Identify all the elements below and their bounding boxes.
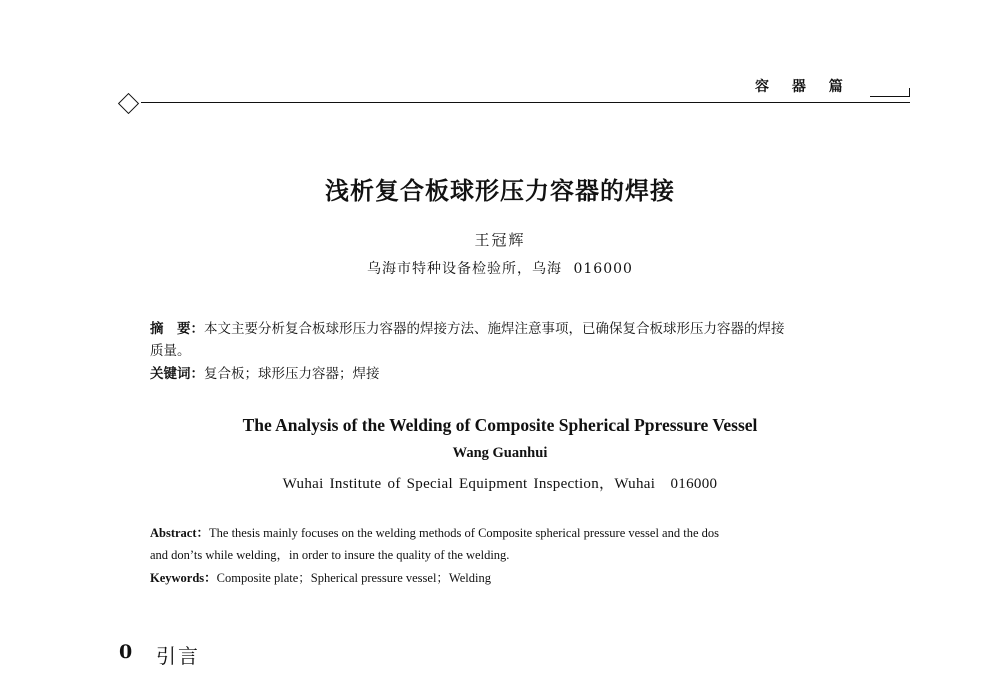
keywords-cn-text: 复合板；球形压力容器；焊接 — [204, 366, 380, 382]
section-number: 0 — [119, 641, 133, 663]
diamond-icon — [118, 93, 139, 114]
running-head: 容 器 篇 — [755, 79, 852, 95]
author-cn: 王冠辉 — [474, 231, 526, 249]
header-right-tick — [909, 88, 910, 97]
section-title: 引言 — [156, 644, 200, 668]
abstract-cn-text-line1: 本文主要分析复合板球形压力容器的焊接方法、施焊注意事项，已确保复合板球形压力容器的焊接 — [204, 321, 785, 337]
page-title: 浅析复合板球形压力容器的焊接 — [325, 176, 675, 205]
affiliation-en: Wuhai Institute of Special Equipment Inspection，Wuhai 016000 — [282, 476, 718, 492]
abstract-en-text-line1: The thesis mainly focuses on the welding methods of Composite spherical pressure vessel and the dos — [209, 526, 719, 540]
abstract-en — [150, 522, 880, 544]
keywords-en-label: Keywords： — [150, 571, 217, 585]
keywords-cn — [150, 363, 880, 385]
abstract-en-label: Abstract： — [150, 526, 210, 540]
keywords-en-text: Composite plate；Spherical pressure vessel；Welding — [216, 571, 491, 585]
title-en: The Analysis of the Welding of Composite Spherical Ppressure Vessel — [242, 415, 758, 435]
affiliation-cn: 乌海市特种设备检验所，乌海 016000 — [367, 261, 633, 277]
keywords-en — [150, 567, 880, 589]
header-rule — [141, 102, 910, 103]
abstract-cn-text-line2: 质量。 — [150, 343, 191, 359]
abstract-cn-label: 摘 要： — [150, 321, 204, 337]
abstract-cn — [150, 318, 880, 340]
author-en: Wang Guanhui — [452, 445, 548, 461]
header-right-rule — [870, 96, 910, 97]
keywords-cn-label: 关键词： — [150, 366, 204, 382]
abstract-en-text-line2: and don’ts while welding，in order to insure the quality of the welding. — [150, 548, 510, 562]
